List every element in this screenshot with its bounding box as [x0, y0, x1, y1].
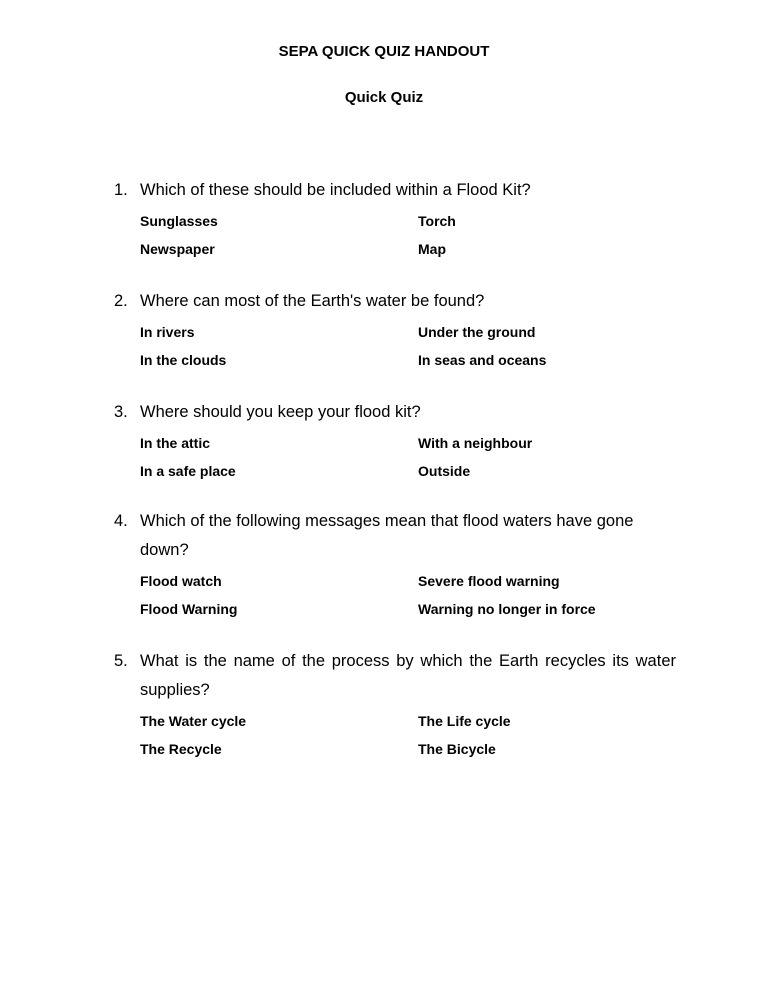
answer-options	[140, 567, 676, 623]
answer-option: Sunglasses	[140, 213, 218, 229]
answer-option: The Bicycle	[418, 741, 496, 757]
answer-options	[140, 207, 676, 263]
quiz-subtitle: Quick Quiz	[344, 89, 424, 106]
question-text: What is the name of the process by which the Earth recycles its water supplies?	[140, 652, 676, 699]
answer-option: Torch	[418, 213, 456, 229]
answer-option: In seas and oceans	[418, 352, 547, 368]
question-text: Where can most of the Earth's water be found?	[140, 292, 485, 310]
question-5	[114, 647, 676, 763]
question-3	[114, 398, 676, 485]
answer-option: Outside	[418, 463, 471, 479]
question-4	[114, 507, 676, 623]
question-list	[114, 176, 676, 787]
question-number: 5.	[114, 652, 128, 670]
answer-option: Flood watch	[140, 573, 222, 589]
answer-option: In the attic	[140, 435, 211, 451]
answer-option: In the clouds	[140, 352, 227, 368]
answer-option: The Water cycle	[140, 713, 247, 729]
question-text: Which of these should be included within a Flood Kit?	[140, 181, 531, 199]
answer-option: Map	[418, 241, 446, 257]
question-text: Which of the following messages mean that flood waters have gone down?	[140, 512, 634, 559]
question-number: 2.	[114, 292, 128, 310]
question-2	[114, 287, 676, 374]
page-title: SEPA QUICK QUIZ HANDOUT	[278, 43, 490, 60]
answer-option: The Life cycle	[418, 713, 511, 729]
question-number: 1.	[114, 181, 128, 199]
answer-options	[140, 318, 676, 374]
answer-option: Under the ground	[418, 324, 536, 340]
question-number: 3.	[114, 403, 128, 421]
answer-option: Flood Warning	[140, 601, 238, 617]
answer-option: Severe flood warning	[418, 573, 560, 589]
answer-options	[140, 429, 676, 485]
question-number: 4.	[114, 512, 128, 530]
question-1	[114, 176, 676, 263]
answer-option: In rivers	[140, 324, 195, 340]
answer-option: Newspaper	[140, 241, 215, 257]
answer-options	[140, 707, 676, 763]
question-text: Where should you keep your flood kit?	[140, 403, 421, 421]
answer-option: In a safe place	[140, 463, 236, 479]
answer-option: The Recycle	[140, 741, 222, 757]
answer-option: Warning no longer in force	[418, 601, 596, 617]
answer-option: With a neighbour	[418, 435, 533, 451]
